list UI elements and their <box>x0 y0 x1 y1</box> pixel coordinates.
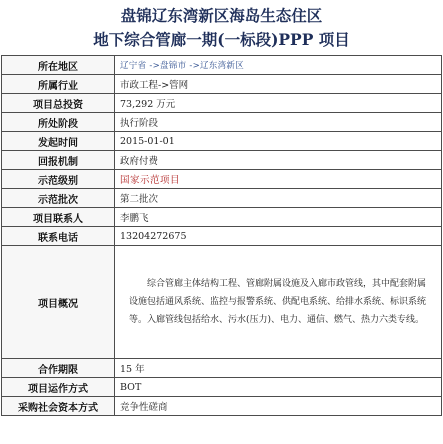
row-value-investment: 73,292 万元 <box>115 94 442 113</box>
table-row <box>2 75 442 94</box>
table-row <box>2 151 442 170</box>
row-label-contact-person: 项目联系人 <box>2 208 115 227</box>
row-label-demo-batch: 示范批次 <box>2 189 115 208</box>
project-info-table <box>1 55 442 416</box>
table-row <box>2 170 442 189</box>
row-value-operation-mode: BOT <box>115 378 442 397</box>
row-value-stage: 执行阶段 <box>115 113 442 132</box>
project-title-line-2: 地下综合管廊一期(一标段)PPP 项目 <box>93 30 350 49</box>
table-row <box>2 246 442 359</box>
table-row <box>2 208 442 227</box>
row-value-demo-level: 国家示范项目 <box>115 170 442 189</box>
row-value-overview <box>115 246 442 359</box>
table-row <box>2 359 442 378</box>
row-value-return-mechanism: 政府付费 <box>115 151 442 170</box>
row-label-procurement: 采购社会资本方式 <box>2 397 115 416</box>
row-value-procurement: 竞争性磋商 <box>115 397 442 416</box>
table-row <box>2 132 442 151</box>
table-row <box>2 56 442 75</box>
table-row <box>2 378 442 397</box>
row-value-phone: 13204272675 <box>115 227 442 246</box>
row-label-stage: 所处阶段 <box>2 113 115 132</box>
row-value-contact-person: 李鹏飞 <box>115 208 442 227</box>
row-label-return-mechanism: 回报机制 <box>2 151 115 170</box>
row-label-overview: 项目概况 <box>2 246 115 359</box>
row-label-industry: 所属行业 <box>2 75 115 94</box>
row-label-operation-mode: 项目运作方式 <box>2 378 115 397</box>
table-row <box>2 113 442 132</box>
table-row <box>2 94 442 113</box>
row-value-industry: 市政工程->管网 <box>115 75 442 94</box>
row-label-term: 合作期限 <box>2 359 115 378</box>
row-value-demo-batch: 第二批次 <box>115 189 442 208</box>
row-label-start-date: 发起时间 <box>2 132 115 151</box>
row-value-region: 辽宁省 ->盘锦市 ->辽东湾新区 <box>115 56 442 75</box>
table-row <box>2 189 442 208</box>
overview-text: 综合管廊主体结构工程、管廊附属设施及入廊市政管线，其中配套附属设施包括通风系统、监控与报警系统、供配电系统、给排水系统、标识系统等。入廊管线包括给水、污水(压力)、电力、通信、燃气、热力六类专线。 <box>129 279 427 325</box>
row-label-demo-level: 示范级别 <box>2 170 115 189</box>
row-label-region: 所在地区 <box>2 56 115 75</box>
table-row <box>2 397 442 416</box>
row-label-investment: 项目总投资 <box>2 94 115 113</box>
row-label-phone: 联系电话 <box>2 227 115 246</box>
row-value-term: 15 年 <box>115 359 442 378</box>
table-row <box>2 227 442 246</box>
row-value-start-date: 2015-01-01 <box>115 132 442 151</box>
project-title-line-1: 盘锦辽东湾新区海岛生态住区 <box>120 6 323 25</box>
